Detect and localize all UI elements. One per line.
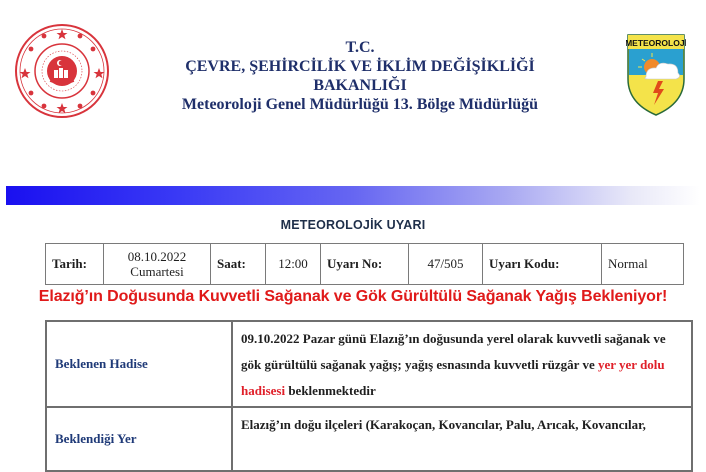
date-value [104,244,211,285]
detail-value [232,407,692,471]
warning-no-value: 47/505 [409,244,483,285]
gradient-divider [6,186,700,205]
date-text: 08.10.2022 [127,249,187,264]
day-text: Cumartesi [130,264,184,279]
meteoroloji-shield-icon [626,33,686,117]
document-title: METEOROLOJİK UYARI [280,218,426,232]
header-ministry-name: ÇEVRE, ŞEHİRCİLİK VE İKLİM DEĞİŞİKLİĞİ [185,58,535,75]
table-row [46,407,692,471]
detail-value [232,321,692,407]
time-value: 12:00 [266,244,321,285]
time-label: Saat: [211,244,266,285]
warning-details-table [45,320,693,472]
table-row [46,321,692,407]
detail-text: Elazığ’ın doğu ilçeleri (Karakoçan, Kovancılar, Palu, Arıcak, Kovancılar, [241,417,646,432]
warning-no-label: Uyarı No: [321,244,409,285]
header-ministry-suffix: BAKANLIĞI [313,77,407,94]
warning-code-label: Uyarı Kodu: [483,244,602,285]
date-label: Tarih: [46,244,104,285]
detail-text: 09.10.2022 Pazar günü Elazığ’ın doğusunda yerel olarak kuvvetli sağanak ve gök gürültülü sağanak yağış; yağış esnasında kuvvetli rüzgâr ve [241,331,666,372]
detail-highlight: yer yer dolu hadisesi [241,357,665,398]
warning-headline: Elazığ’ın Doğusunda Kuvvetli Sağanak ve Gök Gürültülü Sağanak Yağış Bekleniyor! [38,288,668,305]
svg-text:METEOROLOJİ: METEOROLOJİ [626,38,686,48]
warning-code-value: Normal [602,244,684,285]
warning-info-table [45,243,684,285]
detail-key: Beklendiği Yer [46,407,232,471]
header-directorate: Meteoroloji Genel Müdürlüğü 13. Bölge Müdürlüğü [181,96,539,113]
header-tc: T.C. [345,39,375,56]
detail-key: Beklenen Hadise [46,321,232,407]
detail-text: beklenmektedir [285,383,376,398]
ministry-seal-icon [14,23,110,119]
